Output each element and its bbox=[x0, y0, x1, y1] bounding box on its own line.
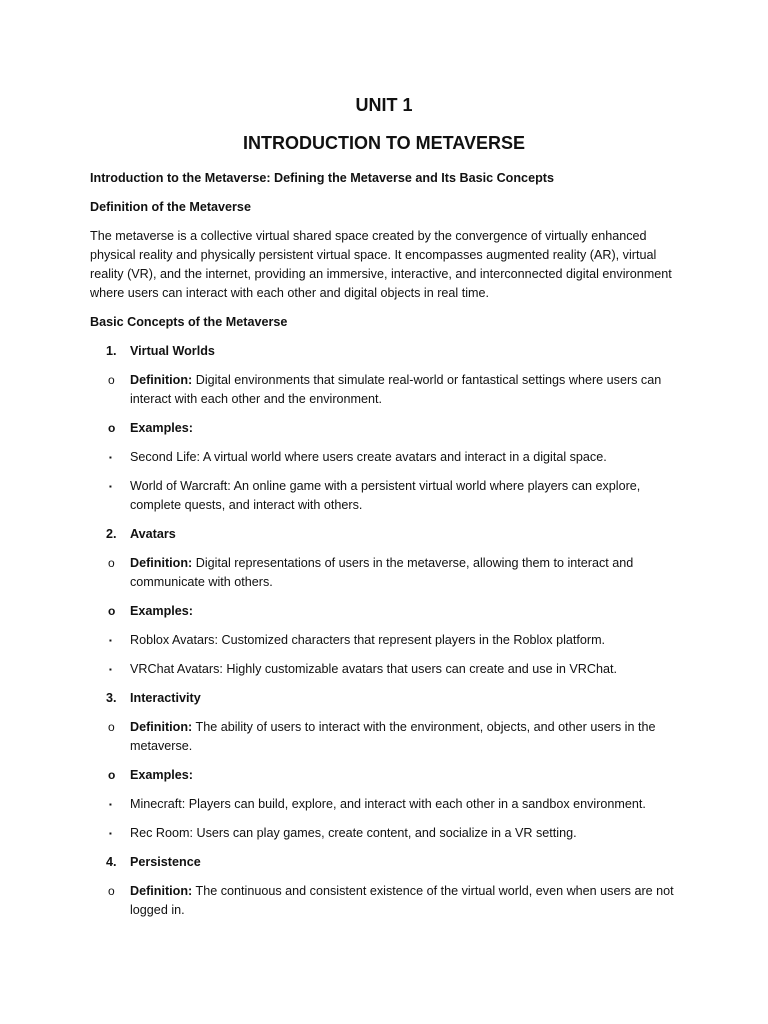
concept-name: Virtual Worlds bbox=[130, 344, 215, 358]
circle-bullet: o bbox=[108, 768, 116, 782]
example-item bbox=[90, 824, 690, 843]
circle-bullet: o bbox=[108, 720, 115, 734]
circle-bullet: o bbox=[108, 373, 115, 387]
example-item bbox=[90, 795, 690, 814]
section-heading-basic-concepts: Basic Concepts of the Metaverse bbox=[90, 315, 288, 329]
definition-text bbox=[130, 373, 661, 406]
concept-name: Interactivity bbox=[130, 691, 201, 705]
square-bullet: ▪ bbox=[109, 453, 112, 462]
concept-heading-2 bbox=[90, 525, 690, 544]
unit-heading: UNIT 1 bbox=[355, 95, 413, 115]
concept-definition-2 bbox=[90, 554, 690, 592]
definition-body: The continuous and consistent existence of the virtual world, even when users are not logged in. bbox=[130, 884, 674, 917]
example-item bbox=[90, 477, 690, 515]
concept-heading-1 bbox=[90, 342, 690, 361]
square-bullet: ▪ bbox=[109, 800, 112, 809]
definition-label: Definition: bbox=[130, 720, 193, 734]
circle-bullet: o bbox=[108, 556, 115, 570]
example-text: Rec Room: Users can play games, create content, and socialize in a VR setting. bbox=[130, 826, 577, 840]
example-text: Minecraft: Players can build, explore, and interact with each other in a sandbox environment. bbox=[130, 797, 646, 811]
concept-examples-heading-3 bbox=[90, 766, 690, 785]
square-bullet: ▪ bbox=[109, 665, 112, 674]
concept-examples-heading-2 bbox=[90, 602, 690, 621]
definition-text bbox=[130, 884, 674, 917]
circle-bullet: o bbox=[108, 884, 115, 898]
concept-name: Persistence bbox=[130, 855, 201, 869]
concept-definition-4 bbox=[90, 882, 690, 920]
example-item bbox=[90, 448, 690, 467]
page-title: INTRODUCTION TO METAVERSE bbox=[242, 133, 525, 153]
concept-definition-3 bbox=[90, 718, 690, 756]
document-body bbox=[90, 169, 690, 930]
definition-label: Definition: bbox=[130, 884, 193, 898]
definition-body: Digital representations of users in the metaverse, allowing them to interact and communicate with others. bbox=[130, 556, 634, 589]
concept-heading-4 bbox=[90, 853, 690, 872]
definition-text bbox=[130, 720, 655, 753]
list-number: 4. bbox=[106, 855, 117, 869]
example-text: Second Life: A virtual world where users create avatars and interact in a digital space. bbox=[130, 450, 607, 464]
concept-examples-heading-1 bbox=[90, 419, 690, 438]
list-number: 2. bbox=[106, 527, 117, 541]
definition-label: Definition: bbox=[130, 373, 193, 387]
square-bullet: ▪ bbox=[109, 482, 112, 491]
square-bullet: ▪ bbox=[109, 829, 112, 838]
concept-heading-3 bbox=[90, 689, 690, 708]
circle-bullet: o bbox=[108, 421, 116, 435]
list-number: 1. bbox=[106, 344, 117, 358]
list-number: 3. bbox=[106, 691, 117, 705]
definition-body: Digital environments that simulate real-world or fantastical settings where users can interact with each other and the environment. bbox=[130, 373, 662, 406]
definition-paragraph: The metaverse is a collective virtual shared space created by the convergence of virtually enhanced physical reality and physically persistent virtual space. It encompasses augmented reality (AR), virtual reality (VR), and the internet, providing an immersive, interactive, and interconnected digital environment where users can interact with each other and digital objects in real time. bbox=[90, 229, 672, 300]
concept-definition-1 bbox=[90, 371, 690, 409]
concept-name: Avatars bbox=[130, 527, 176, 541]
examples-label: Examples: bbox=[130, 421, 193, 435]
examples-label: Examples: bbox=[130, 604, 193, 618]
circle-bullet: o bbox=[108, 604, 116, 618]
example-text: World of Warcraft: An online game with a persistent virtual world where players can explore, complete quests, and interact with others. bbox=[130, 479, 641, 512]
definition-body: The ability of users to interact with the environment, objects, and other users in the metaverse. bbox=[130, 720, 656, 753]
section-heading-intro: Introduction to the Metaverse: Defining the Metaverse and Its Basic Concepts bbox=[90, 171, 554, 185]
definition-text bbox=[130, 556, 633, 589]
definition-label: Definition: bbox=[130, 556, 193, 570]
example-text: VRChat Avatars: Highly customizable avatars that users can create and use in VRChat. bbox=[130, 662, 617, 676]
section-heading-definition: Definition of the Metaverse bbox=[90, 200, 251, 214]
example-item bbox=[90, 660, 690, 679]
examples-label: Examples: bbox=[130, 768, 193, 782]
square-bullet: ▪ bbox=[109, 636, 112, 645]
example-text: Roblox Avatars: Customized characters that represent players in the Roblox platform. bbox=[130, 633, 606, 647]
example-item bbox=[90, 631, 690, 650]
